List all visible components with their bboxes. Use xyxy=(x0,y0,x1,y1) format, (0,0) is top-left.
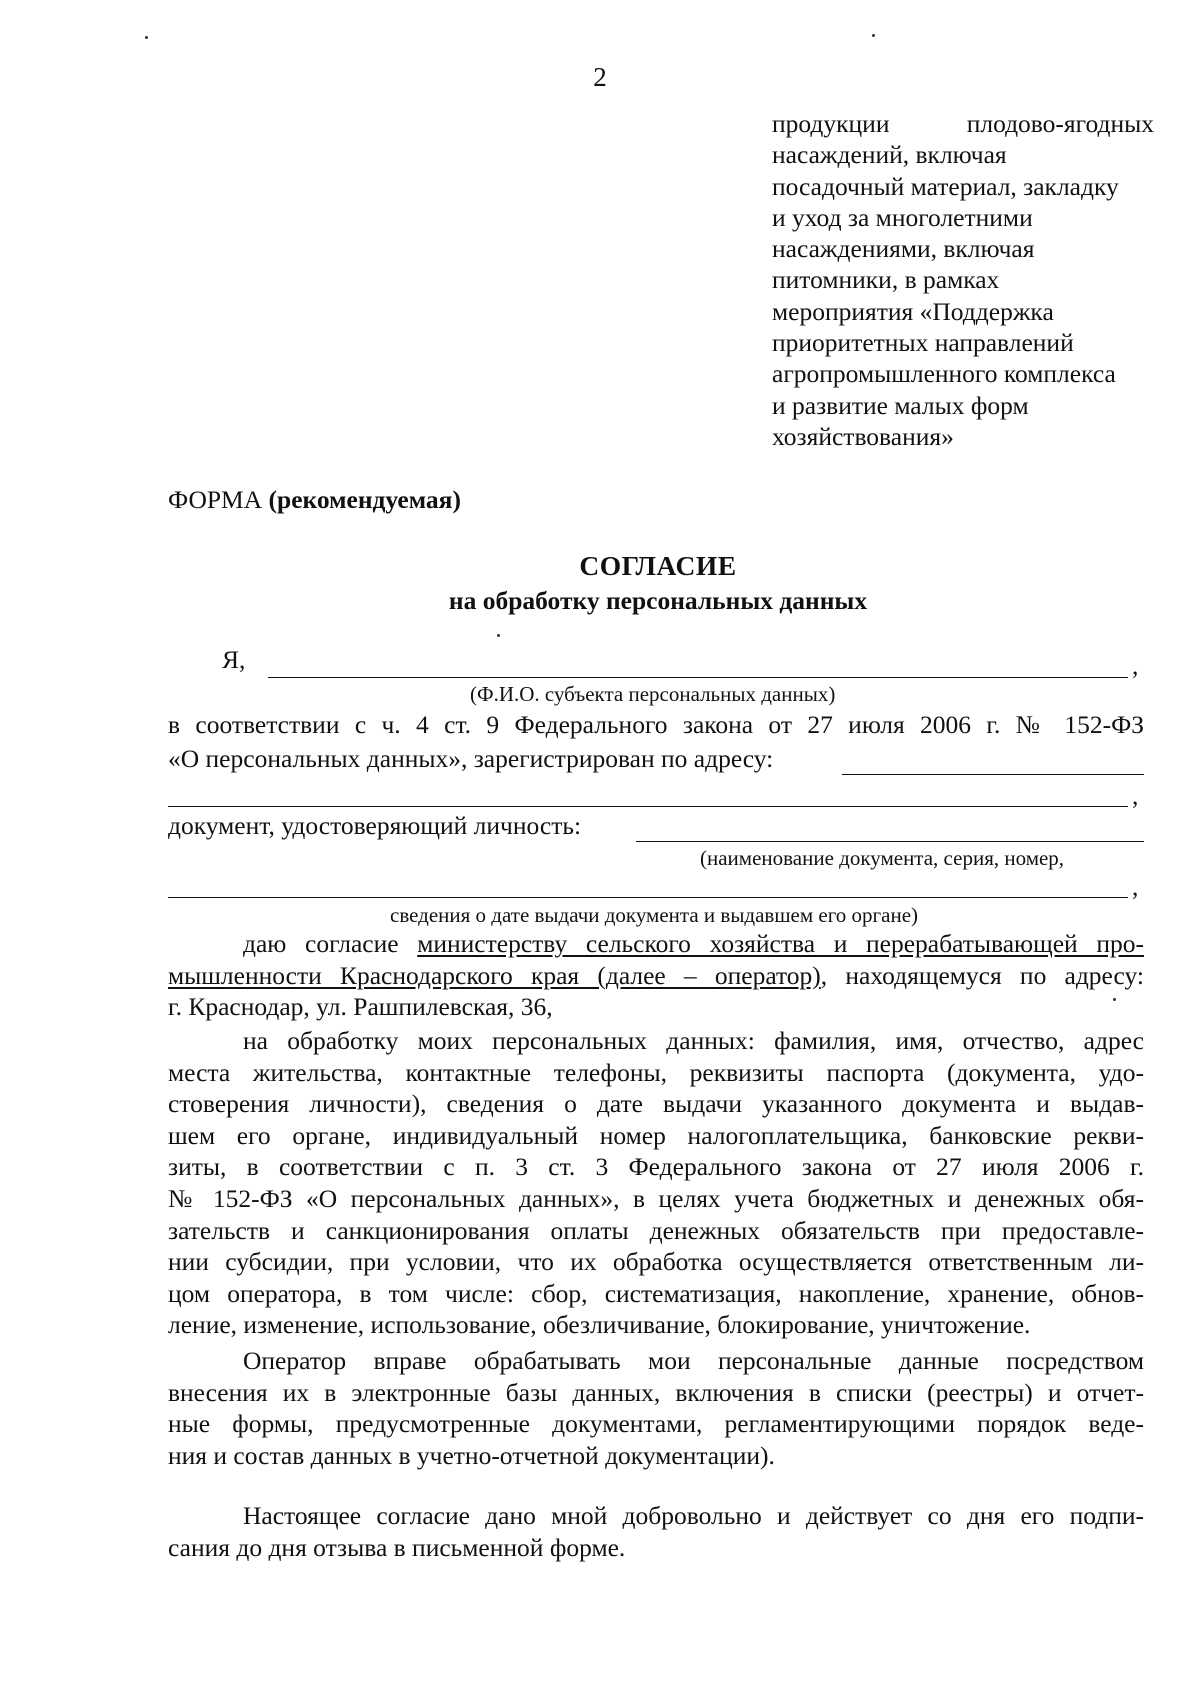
form-label xyxy=(168,485,461,515)
operator-name-part1: министерству сельского хозяйства и перерабатывающей про- xyxy=(417,929,1144,958)
paragraph-line: зиты, в соответствии с п. 3 ст. 3 Федерального закона от 27 июля 2006 г. xyxy=(168,1152,1144,1182)
addressee-line: мероприятия «Поддержка xyxy=(772,296,1054,326)
paragraph-line: ния и состав данных в учетно-отчетной документации). xyxy=(168,1440,775,1470)
fio-comma: , xyxy=(1132,651,1139,680)
operator-address: г. Краснодар, ул. Рашпилевская, 36, xyxy=(168,992,553,1022)
paragraph-line: стоверения личности), сведения о дате выдачи указанного документа и выдав- xyxy=(168,1089,1144,1119)
scan-speck xyxy=(497,634,500,637)
paragraph-line: нии субсидии, при условии, что их обработка осуществляется ответственным ли- xyxy=(168,1247,1144,1277)
paragraph-line: Оператор вправе обрабатывать мои персональные данные посредством xyxy=(243,1346,1144,1375)
document-field-line-2[interactable] xyxy=(168,897,1128,898)
addressee-line: приоритетных направлений xyxy=(772,328,1074,358)
operator-rights-paragraph xyxy=(168,1345,1144,1471)
addressee-line: и развитие малых форм xyxy=(772,390,1029,420)
addressee-line: агропромышленного комплекса xyxy=(772,359,1116,389)
paragraph-line: места жительства, контактные телефоны, реквизиты паспорта (документа, удо- xyxy=(168,1057,1144,1087)
paragraph-line: № 152-ФЗ «О персональных данных», в целях учета бюджетных и денежных обя- xyxy=(168,1183,1144,1213)
paragraph-line: сания до дня отзыва в письменной форме. xyxy=(168,1532,626,1562)
i-label: Я, xyxy=(222,645,246,674)
fio-hint: (Ф.И.О. субъекта персональных данных) xyxy=(470,682,836,706)
paragraph-line: цом оператора, в том числе: сбор, систематизация, накопление, хранение, обнов- xyxy=(168,1278,1144,1308)
document-comma: , xyxy=(1132,872,1139,901)
addressee-line: насаждений, включая xyxy=(772,140,1007,170)
operator-name-part2: мышленности Краснодарского края (далее – оператор) xyxy=(168,960,821,990)
address-field-line-1[interactable] xyxy=(842,774,1144,775)
document-field-line-1[interactable] xyxy=(636,841,1144,842)
paragraph-line: ление, изменение, использование, обезличивание, блокирование, уничтожение. xyxy=(168,1310,1031,1340)
paragraph-line: Настоящее согласие дано мной добровольно и действует со дня его подпи- xyxy=(243,1501,1144,1530)
law-reference-line: в соответствии с ч. 4 ст. 9 Федерального закона от 27 июля 2006 г. № 152-ФЗ xyxy=(168,710,1144,739)
page-number: 2 xyxy=(593,62,607,92)
addressee-line: хозяйствования» xyxy=(772,421,954,451)
final-paragraph xyxy=(168,1500,1144,1563)
consent-paragraph xyxy=(168,928,1144,1023)
fio-field-line[interactable] xyxy=(268,677,1128,678)
consent-suffix: , находящемуся по адресу: xyxy=(820,960,1144,990)
document-title: СОГЛАСИЕ xyxy=(579,550,737,581)
paragraph-line: ные формы, предусмотренные документами, регламентирующими порядок веде- xyxy=(168,1409,1144,1439)
processing-paragraph xyxy=(168,1025,1144,1341)
consent-line-2 xyxy=(168,960,1144,992)
addressee-line: и уход за многолетними xyxy=(772,202,1033,232)
paragraph-line: шем его органе, индивидуальный номер налогоплательщика, банковские рекви- xyxy=(168,1120,1144,1150)
consent-prefix: даю согласие xyxy=(243,929,399,958)
registered-address-label: «О персональных данных», зарегистрирован по адресу: xyxy=(168,744,774,773)
addressee-block xyxy=(772,108,1154,452)
document-subtitle: на обработку персональных данных xyxy=(448,586,868,615)
address-comma: , xyxy=(1132,781,1139,810)
paragraph-line: внесения их в электронные базы данных, включения в списки (реестры) и отчет- xyxy=(168,1377,1144,1407)
document-hint-1: (наименование документа, серия, номер, xyxy=(700,846,1065,870)
form-label-main: ФОРМА xyxy=(168,485,263,514)
addressee-line: продукции плодово-ягодных xyxy=(772,109,1154,138)
addressee-line: насаждениями, включая xyxy=(772,234,1035,264)
address-field-line-2[interactable] xyxy=(168,806,1128,807)
document-label: документ, удостоверяющий личность: xyxy=(168,811,582,840)
consent-line-1 xyxy=(168,928,1144,960)
paragraph-line: на обработку моих персональных данных: фамилия, имя, отчество, адрес xyxy=(243,1026,1144,1055)
scan-speck xyxy=(145,36,148,39)
form-label-qualifier: (рекомендуемая) xyxy=(268,485,461,514)
addressee-line: посадочный материал, закладку xyxy=(772,171,1119,201)
paragraph-line: зательств и санкционирования оплаты денежных обязательств при предоставле- xyxy=(168,1215,1144,1245)
scan-speck xyxy=(872,34,875,37)
document-hint-2: сведения о дате выдачи документа и выдавшем его органе) xyxy=(390,903,919,927)
addressee-line: питомники, в рамках xyxy=(772,265,1000,295)
